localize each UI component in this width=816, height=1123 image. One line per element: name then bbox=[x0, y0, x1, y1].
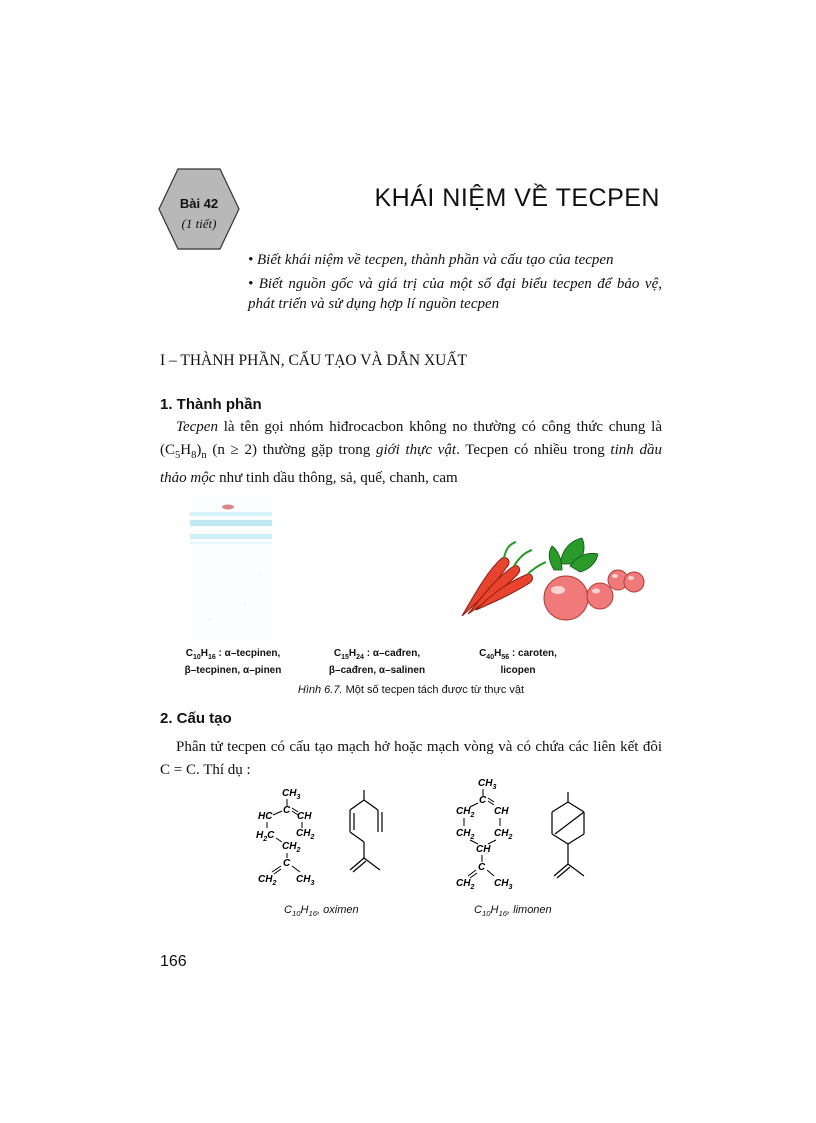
page-number: 166 bbox=[160, 953, 187, 970]
limonen-caption bbox=[474, 904, 552, 918]
text: β–cađren, α–salinen bbox=[328, 665, 426, 676]
text: Một số tecpen tách được từ thực vật bbox=[342, 684, 525, 696]
text: 2 bbox=[470, 834, 475, 841]
text: CH bbox=[297, 811, 312, 822]
text: (C bbox=[160, 442, 175, 458]
text: C bbox=[283, 858, 291, 869]
text: CH bbox=[494, 806, 509, 817]
text: 2 bbox=[310, 834, 315, 841]
text: : caroten, bbox=[509, 648, 557, 659]
text bbox=[456, 878, 474, 890]
text: , limonen bbox=[507, 904, 552, 916]
text: H bbox=[256, 830, 264, 841]
text: 10 bbox=[291, 909, 301, 919]
text: H bbox=[180, 442, 192, 458]
text bbox=[478, 778, 496, 791]
text bbox=[456, 828, 474, 841]
text: 56 bbox=[501, 654, 510, 661]
text: 3 bbox=[492, 784, 497, 791]
objective-2: • Biết nguồn gốc và giá trị của một số đại biểu tecpen để bảo vệ, phát triển và sử dụng hợp lí nguồn tecpen bbox=[248, 276, 662, 312]
text: 5 bbox=[175, 450, 181, 461]
text bbox=[282, 788, 300, 801]
text: CH bbox=[296, 874, 311, 885]
text: 16 bbox=[308, 909, 318, 919]
text: 10 bbox=[481, 909, 491, 919]
page-title: KHÁI NIỆM VỀ TECPEN bbox=[374, 184, 660, 212]
text: 3 bbox=[296, 794, 301, 801]
subsection-heading-2: 2. Cấu tạo bbox=[160, 710, 232, 727]
text: 8 bbox=[191, 450, 197, 461]
text: 3 bbox=[310, 880, 315, 886]
text: C bbox=[479, 795, 487, 806]
text bbox=[494, 828, 512, 841]
figure-caption bbox=[160, 684, 662, 696]
section-heading: I – THÀNH PHẦN, CẤU TẠO VÀ DẪN XUẤT bbox=[160, 352, 467, 369]
text: như tinh dầu thông, sả, quế, chanh, cam bbox=[215, 470, 458, 486]
text: : α–tecpinen, bbox=[215, 648, 281, 659]
text: 2 bbox=[296, 847, 301, 854]
text: n bbox=[201, 450, 207, 461]
text: ) bbox=[196, 442, 202, 458]
text: 40 bbox=[486, 654, 495, 661]
text bbox=[282, 841, 300, 854]
text: C bbox=[474, 904, 482, 916]
text bbox=[296, 828, 314, 841]
text: CH bbox=[456, 828, 471, 839]
objective-1: • Biết khái niệm về tecpen, thành phần và cấu tạo của tecpen bbox=[248, 252, 614, 268]
text: CH bbox=[476, 844, 491, 855]
text bbox=[296, 874, 314, 886]
oximen-skeletal-formula bbox=[342, 786, 402, 886]
text: 2 bbox=[470, 812, 475, 819]
text: . Tecpen có nhiều trong bbox=[456, 442, 611, 458]
text: CH bbox=[494, 828, 509, 839]
carrot-tomato-image bbox=[458, 536, 650, 624]
oximen-condensed-formula bbox=[252, 786, 332, 886]
text bbox=[258, 874, 276, 886]
text: 2 bbox=[263, 836, 268, 843]
formula bbox=[160, 442, 207, 461]
text: 2 bbox=[508, 834, 513, 841]
text: tinh dầu thảo mộc bbox=[160, 442, 662, 486]
oximen-caption bbox=[284, 904, 359, 918]
lesson-badge bbox=[158, 166, 240, 252]
paragraph-composition bbox=[160, 416, 662, 490]
text: H bbox=[348, 648, 357, 659]
text: 24 bbox=[356, 654, 364, 661]
text: giới thực vật bbox=[375, 442, 457, 458]
text: licopen bbox=[500, 665, 536, 676]
text bbox=[494, 878, 512, 890]
text: , oximen bbox=[317, 904, 359, 916]
limonen-skeletal-formula bbox=[546, 790, 596, 890]
subsection-heading-1: 1. Thành phần bbox=[160, 396, 262, 413]
text: 16 bbox=[498, 909, 508, 919]
text: CH bbox=[456, 878, 471, 889]
text: C bbox=[185, 648, 193, 659]
lesson-label: Bài 42 bbox=[179, 196, 219, 211]
text: 2 bbox=[470, 884, 475, 890]
text bbox=[456, 806, 474, 819]
text: CH bbox=[494, 878, 509, 889]
text: (n ≥ 2) thường gặp trong bbox=[206, 442, 376, 458]
text: CH bbox=[456, 806, 471, 817]
text: H bbox=[300, 904, 309, 916]
term-tecpen: Tecpen bbox=[176, 419, 218, 435]
text: CH bbox=[258, 874, 273, 885]
text bbox=[256, 830, 275, 843]
text: C bbox=[284, 904, 292, 916]
text: 3 bbox=[508, 884, 513, 890]
text: H bbox=[494, 648, 502, 659]
text: C bbox=[479, 648, 487, 659]
text: CH bbox=[282, 841, 297, 852]
limonen-condensed-formula bbox=[452, 776, 532, 890]
text: C bbox=[478, 862, 486, 873]
text: H bbox=[490, 904, 499, 916]
text: HC bbox=[258, 811, 273, 822]
text: Hình 6.7. bbox=[297, 684, 343, 696]
text: là tên gọi nhóm hiđrocacbon không no thường có công thức chung là bbox=[217, 419, 662, 435]
figure-caption-1 bbox=[178, 647, 288, 677]
text: CH bbox=[296, 828, 311, 839]
text: 15 bbox=[341, 654, 349, 661]
text: C bbox=[333, 648, 342, 659]
figure-caption-2 bbox=[322, 647, 432, 677]
text: CH bbox=[478, 778, 493, 789]
pine-oil-image bbox=[190, 494, 272, 640]
text: CH bbox=[282, 788, 297, 799]
text: 10 bbox=[192, 654, 201, 661]
text: C bbox=[283, 805, 291, 816]
lesson-duration: (1 tiết) bbox=[181, 216, 217, 231]
text: : α–cađren, bbox=[363, 648, 421, 659]
paragraph-structure: Phân tử tecpen có cấu tạo mạch hở hoặc mạch vòng và có chứa các liên kết đôi C = C. Thí dụ : bbox=[160, 739, 662, 778]
text: C bbox=[267, 830, 275, 841]
text: 16 bbox=[207, 654, 216, 661]
text: 2 bbox=[272, 880, 277, 886]
text: H bbox=[200, 648, 208, 659]
figure-caption-3 bbox=[468, 647, 568, 677]
text: β–tecpinen, α–pinen bbox=[184, 665, 282, 676]
